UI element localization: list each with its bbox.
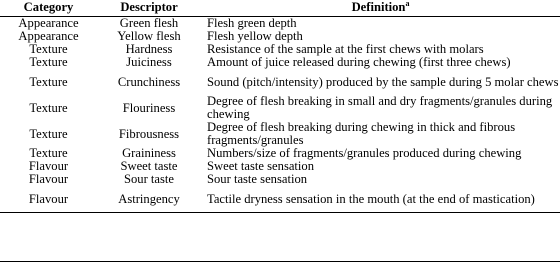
- cell-category: Texture: [29, 146, 68, 160]
- cell-definition: Sound (pitch/intensity) produced by the sample during 5 molar chews: [207, 74, 559, 89]
- cell-definition: Tactile dryness sensation in the mouth (at the end of mastication): [201, 186, 560, 213]
- cell-definition: Degree of flesh breaking during chewing in thick and fibrous fragments/granules: [207, 120, 516, 147]
- header-descriptor: Descriptor: [97, 0, 201, 17]
- header-definition-footnote-marker: a: [405, 0, 410, 8]
- cell-definition: Sour taste sensation: [207, 172, 308, 186]
- table-body: [0, 17, 560, 213]
- cell-category: Flavour: [0, 186, 97, 213]
- table-row: [0, 69, 560, 95]
- cell-descriptor: Juiciness: [126, 55, 172, 69]
- table-bottom-rule: [0, 261, 560, 262]
- table-row: [0, 95, 560, 121]
- cell-category: Texture: [29, 74, 68, 89]
- header-definition: [201, 0, 560, 17]
- cell-descriptor: Green flesh: [119, 16, 179, 30]
- cell-definition: Sweet taste sensation: [207, 159, 315, 173]
- cell-definition: Flesh yellow depth: [207, 29, 303, 43]
- cell-category: Flavour: [28, 172, 69, 186]
- cell-category: Texture: [29, 100, 68, 115]
- cell-category: Texture: [29, 126, 68, 141]
- table-row: [0, 17, 560, 31]
- cell-definition: Numbers/size of fragments/granules produced during chewing: [207, 146, 522, 160]
- cell-definition: Amount of juice released during chewing (first three chews): [207, 55, 511, 69]
- header-row: [0, 0, 560, 17]
- cell-definition: Flesh green depth: [207, 16, 297, 30]
- cell-descriptor: Fibrousness: [118, 126, 180, 141]
- cell-descriptor: Sour taste: [123, 172, 175, 186]
- header-definition-text: Definition: [351, 0, 406, 14]
- cell-definition: Degree of flesh breaking in small and dry fragments/granules during chewing: [207, 94, 553, 121]
- cell-descriptor: Hardness: [125, 42, 173, 56]
- cell-descriptor: Yellow flesh: [117, 29, 181, 43]
- cell-category: Flavour: [28, 159, 69, 173]
- cell-descriptor: Astringency: [97, 186, 201, 213]
- cell-descriptor: Crunchiness: [117, 74, 181, 89]
- cell-descriptor: Flouriness: [122, 100, 176, 115]
- cell-category: Appearance: [18, 16, 79, 30]
- cell-category: Appearance: [18, 29, 79, 43]
- header-category: Category: [0, 0, 97, 17]
- table-row: [0, 121, 560, 147]
- cell-category: Texture: [29, 42, 68, 56]
- table-row: [0, 56, 560, 69]
- cell-category: Texture: [29, 55, 68, 69]
- table-header: [0, 0, 560, 17]
- table-row: [0, 173, 560, 186]
- cell-descriptor: Graininess: [122, 146, 176, 160]
- cell-definition: Resistance of the sample at the first chews with molars: [207, 42, 484, 56]
- cell-descriptor: Sweet taste: [120, 159, 178, 173]
- table-row: [0, 186, 560, 213]
